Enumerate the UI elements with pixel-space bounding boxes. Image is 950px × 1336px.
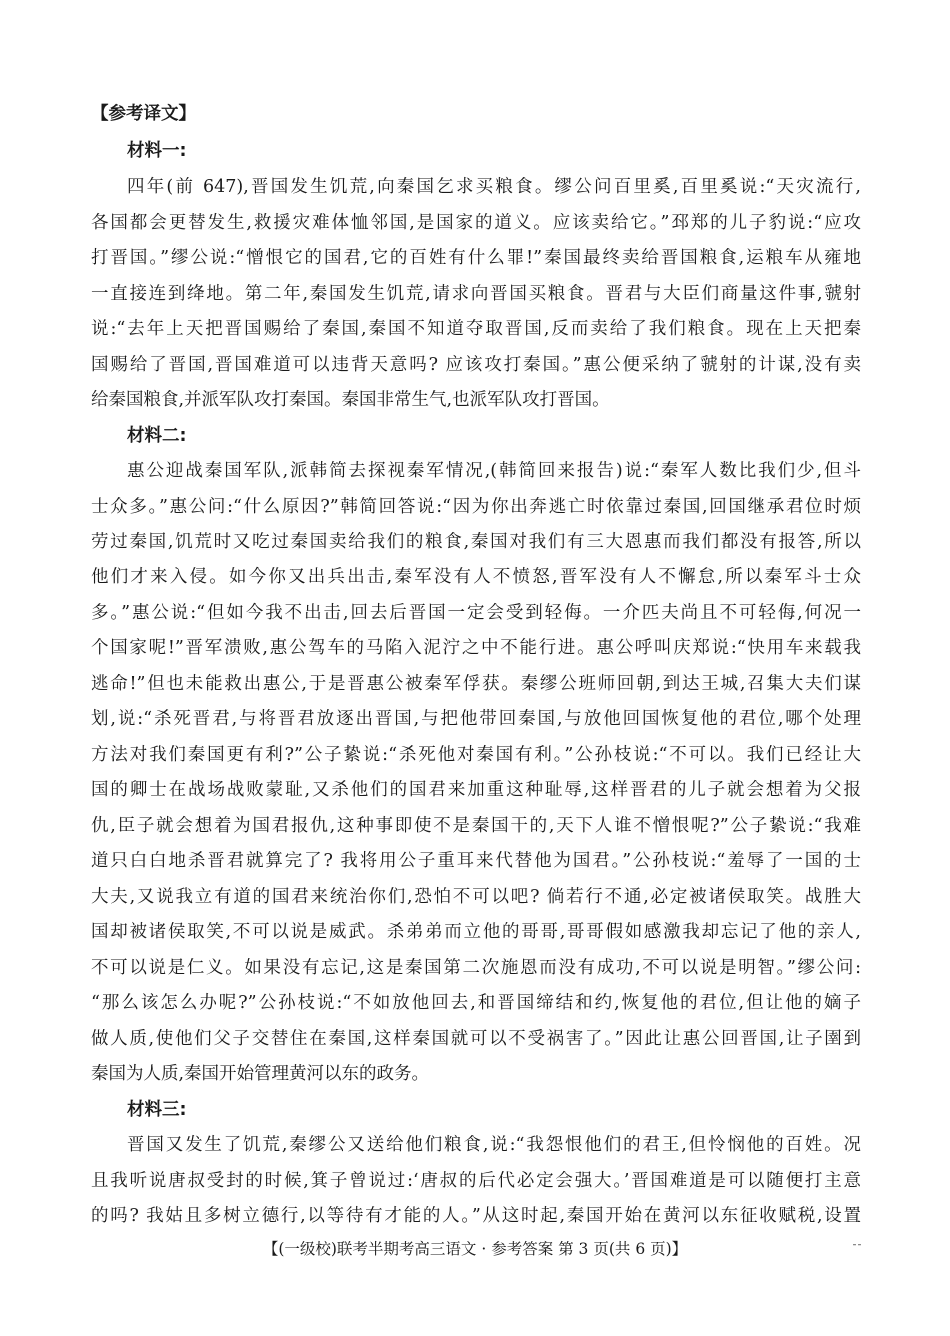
material-one-title: 材料一: <box>127 141 187 161</box>
material-two-line: 多。”惠公说:“但如今我不出击,回去后晋国一定会受到轻侮。一介匹夫尚且不可轻侮,何况一 <box>91 603 861 623</box>
corner-mark: ˉˉ <box>852 1244 862 1255</box>
material-two-line: 不可以说是仁义。如果没有忘记,这是秦国第二次施恩而没有成功,不可以说是明智。”缪公问: <box>91 958 861 978</box>
material-three-line: 晋国又发生了饥荒,秦缪公又送给他们粮食,说:“我怨恨他们的君王,但怜悯他的百姓。况 <box>127 1135 861 1155</box>
material-one-line: 各国都会更替发生,救援灾难体恤邻国,是国家的道义。应该卖给它。”邳郑的儿子豹说:“应攻 <box>91 213 861 233</box>
material-two-line: 惠公迎战秦国军队,派韩简去探视秦军情况,(韩简回来报告)说:“秦军人数比我们少,但斗 <box>127 461 861 481</box>
material-two-line: 他们才来入侵。如今你又出兵出击,秦军没有人不愤怒,晋军没有人不懈怠,所以秦军斗士众 <box>91 567 861 587</box>
material-two-line: 道只白白地杀晋君就算完了? 我将用公子重耳来代替他为国君。”公孙枝说:“羞辱了一国的士 <box>91 851 861 871</box>
material-two-line: 士众多。”惠公问:“什么原因?”韩简回答说:“因为你出奔逃亡时依靠过秦国,回国继承君位时烦 <box>91 497 861 517</box>
material-two-line: 做人质,使他们父子交替住在秦国,这样秦国就可以不受祸害了。”因此让惠公回晋国,让子圉到 <box>91 1029 861 1049</box>
material-two-line: “那么该怎么办呢?”公孙枝说:“不如放他回去,和晋国缔结和约,恢复他的君位,但让他的嫡子 <box>91 993 861 1013</box>
material-three-title: 材料三: <box>127 1100 187 1120</box>
material-one-line: 一直接连到绛地。第二年,秦国发生饥荒,请求向晋国买粮食。晋君与大臣们商量这件事,虢射 <box>91 284 861 304</box>
material-three-line: 的吗? 我姑且多树立德行,以等待有才能的人。”从这时起,秦国开始在黄河以东征收赋税,设置 <box>91 1206 861 1226</box>
material-one-line: 说:“去年上天把晋国赐给了秦国,秦国不知道夺取晋国,反而卖给了我们粮食。现在上天把秦 <box>91 319 861 339</box>
material-two-line: 大夫,又说我立有道的国君来统治你们,恐怕不可以吧? 倘若行不通,必定被诸侯取笑。战胜大 <box>91 887 861 907</box>
material-two-line: 个国家呢!”晋军溃败,惠公驾车的马陷入泥泞之中不能行进。惠公呼叫庆郑说:“快用车来载我 <box>91 638 861 658</box>
material-one-line: 四年(前 647),晋国发生饥荒,向秦国乞求买粮食。缪公问百里奚,百里奚说:“天灾流行, <box>127 177 861 197</box>
material-two-line: 秦国为人质,秦国开始管理黄河以东的政务。 <box>91 1064 430 1084</box>
material-two-line: 划,说:“杀死晋君,与将晋君放逐出晋国,与把他带回秦国,与放他回国恢复他的君位,哪个处理 <box>91 709 861 729</box>
material-two-title: 材料二: <box>127 426 187 446</box>
material-two-line: 劳过秦国,饥荒时又吃过秦国卖给我们的粮食,秦国对我们有三大恩惠而我们都没有报答,所以 <box>91 532 861 552</box>
material-one-line: 国赐给了晋国,晋国难道可以违背天意吗? 应该攻打秦国。”惠公便采纳了虢射的计谋,没有卖 <box>91 355 861 375</box>
material-two-line: 仇,臣子就会想着为国君报仇,这种事即使不是秦国干的,天下人谁不憎恨呢?”公子絷说:“我难 <box>91 816 861 836</box>
material-one-line: 给秦国粮食,并派军队攻打秦国。秦国非常生气,也派军队攻打晋国。 <box>91 390 610 410</box>
material-one-line: 打晋国。”缪公说:“憎恨它的国君,它的百姓有什么罪!”秦国最终卖给晋国粮食,运粮车从雍地 <box>91 248 861 268</box>
material-two-line: 方法对我们秦国更有利?”公子絷说:“杀死他对秦国有利。”公孙枝说:“不可以。我们已经让大 <box>91 745 861 765</box>
translation-heading: 【参考译文】 <box>91 104 196 124</box>
material-two-line: 国却被诸侯取笑,不可以说是威武。杀弟弟而立他的哥哥,哥哥假如感激我却忘记了他的亲人, <box>91 922 861 942</box>
page-footer: 【(一级校)联考半期考高三语文 · 参考答案 第 3 页(共 6 页)】 <box>262 1240 688 1258</box>
material-two-line: 国的卿士在战场战败蒙耻,又杀他们的国君来加重这种耻辱,这样晋君的儿子就会想着为父报 <box>91 780 861 800</box>
material-three-line: 且我听说唐叔受封的时候,箕子曾说过:‘唐叔的后代必定会强大。’晋国难道是可以随便打主意 <box>91 1171 861 1191</box>
material-two-line: 逃命!”但也未能救出惠公,于是晋惠公被秦军俘获。秦缪公班师回朝,到达王城,召集大夫们谋 <box>91 674 861 694</box>
